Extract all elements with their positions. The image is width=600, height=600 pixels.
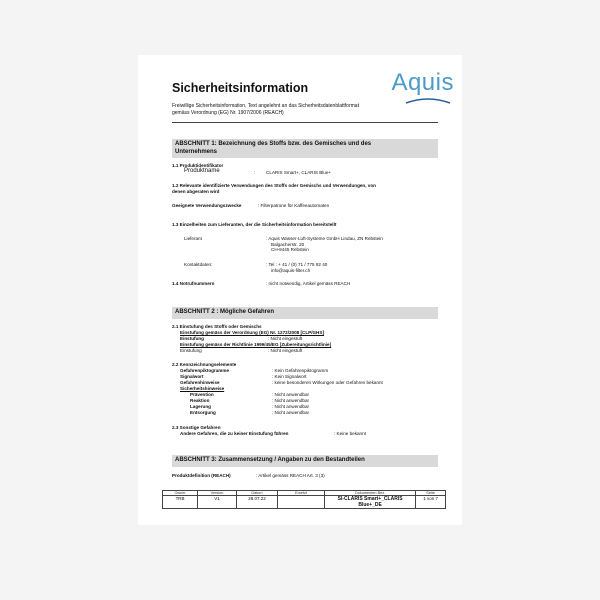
produktname-label: Produktname	[184, 168, 220, 174]
lieferant-value: : Aquis Wasser-Luft-Systeme GmbH Lindau, ZN Rebstein Balgacherstr. 20 CH-9445 Rebstein	[266, 236, 383, 253]
subsection-2-1: 2.1 Einstufung des Stoffs oder Gemischs	[172, 324, 262, 329]
sicherheit-title: Sicherheitshinweise	[180, 386, 225, 391]
sub-label-1: Prävention	[190, 392, 214, 397]
kennz-label-2: Signalwort	[180, 374, 204, 379]
kontakt-label: Kontaktdaten:	[184, 262, 213, 267]
sub-value-1: : Nicht anwendbar	[272, 392, 310, 397]
produktname-value: CLARIS Smart+, CLARIS Blue+	[266, 170, 332, 175]
lieferant-label: Lieferant	[184, 236, 202, 241]
footer-header-ersetzt: Ersetzt	[278, 491, 325, 496]
subsection-2-3: 2.3 Sonstige Gefahren	[172, 425, 221, 430]
footer-header-version: Version	[198, 491, 237, 496]
footer-header-seite: Seite	[416, 491, 446, 496]
footer-owner: TRB	[163, 496, 198, 509]
sub-value-4: : Nicht anwendbar	[272, 410, 310, 415]
sub-label-2: Reaktion	[190, 398, 210, 403]
page-title: Sicherheitsinformation	[172, 81, 309, 95]
kennz-value-3: : keine besonderen Wirkungen oder Gefahren bekannt	[272, 380, 383, 385]
footer-version: V1	[198, 496, 237, 509]
footer-header-dokument: Dokumenten Bez.	[324, 491, 415, 496]
notruf-label: 1.4 Notrufnummern	[172, 281, 215, 286]
intro-text: Freiwillige Sicherheitsinformation, Text angelehnt an das Sicherheitsdatenblattformat gemäss Verordnung (EG) Nr. 1907/2006 (REACH)	[172, 103, 359, 116]
footer-seite: 1 von 7	[416, 496, 446, 509]
sub-label-4: Entsorgung	[190, 410, 216, 415]
andere-value: : Keine bekannt	[334, 431, 366, 436]
zweck-label: Geeignete Verwendungszwecke	[172, 203, 242, 208]
footer-datum: 28.07.22	[236, 496, 277, 509]
subsection-2-2: 2.2 Kennzeichnungselemente	[172, 362, 237, 367]
section-3-heading: ABSCHNITT 3: Zusammensetzung / Angaben zu den Bestandteilen	[172, 455, 438, 467]
footer-ersetzt	[278, 496, 325, 509]
footer-table	[162, 490, 446, 509]
produktname-colon: :	[254, 170, 256, 175]
produktdefinition-label: Produktdefinition (REACH)	[172, 473, 231, 478]
subsection-1-2: 1.2 Relevante identifizierte Verwendungen des Stoffs oder Gemischs und Verwendungen, von denen abgeraten wird	[172, 183, 376, 194]
section-1-heading: ABSCHNITT 1: Bezeichnung des Stoffs bzw. des Gemisches und des Unternehmens	[172, 139, 438, 158]
sub-value-2: : Nicht anwendbar	[272, 398, 310, 403]
einstufung-label: Einstufung	[180, 336, 204, 341]
kennz-label-3: Gefahrenhinweise	[180, 380, 220, 385]
footer-header-datum: Datum	[236, 491, 277, 496]
clp-title: Einstufung gemäss der Verordnung (EG) Nr. 1272/2008 [CLP/GHS]	[180, 330, 324, 335]
kennz-value-2: : Kein Signalwort	[272, 374, 307, 379]
document-page	[138, 55, 462, 525]
sub-value-3: : Nicht anwendbar	[272, 404, 310, 409]
footer-dokument: SI-CLARIS Smart+_CLARIS Blue+_DE	[324, 496, 415, 509]
kennz-label-1: Gefahrenpiktogramme	[180, 368, 230, 373]
einstufung-value: : Nicht eingestuft	[268, 336, 303, 341]
aquis-logo: Aquis	[391, 69, 454, 96]
sub-label-3: Lagerung	[190, 404, 211, 409]
produktdefinition-value: : Artikel gemäss REACH Art. 3 (3)	[256, 473, 325, 478]
divider	[172, 122, 438, 123]
kontakt-value: : Tel : + 41 / (0) 71 / 775 92 40 info@aquis-filter.ch	[266, 262, 328, 273]
einstufung2-value: : Nicht eingestuft	[268, 348, 303, 353]
kennz-value-1: : Kein Gefahrenpiktogramm	[272, 368, 329, 373]
richtlinie-title: Einstufung gemäss der Richtlinie 1999/45/EG [Zubereitungsrichtlinie]	[180, 342, 332, 347]
andere-label: Andere Gefahren, die zu keiner Einstufung führen	[180, 431, 289, 436]
zweck-value: : Filterpatrone für Kaffeeautomaten	[258, 203, 330, 208]
section-2-heading: ABSCHNITT 2 : Mögliche Gefahren	[172, 307, 438, 319]
footer-header-owner: Owner	[163, 491, 198, 496]
einstufung2-label: Einstufung	[180, 348, 202, 353]
notruf-value: : nicht notwendig, Artikel gemäss REACH	[266, 281, 351, 286]
subsection-1-1: 1.1 Produktidentifikator	[172, 163, 224, 168]
subsection-1-3: 1.3 Einzelheiten zum Lieferanten, der die Sicherheitsinformation bereitstellt	[172, 222, 337, 227]
